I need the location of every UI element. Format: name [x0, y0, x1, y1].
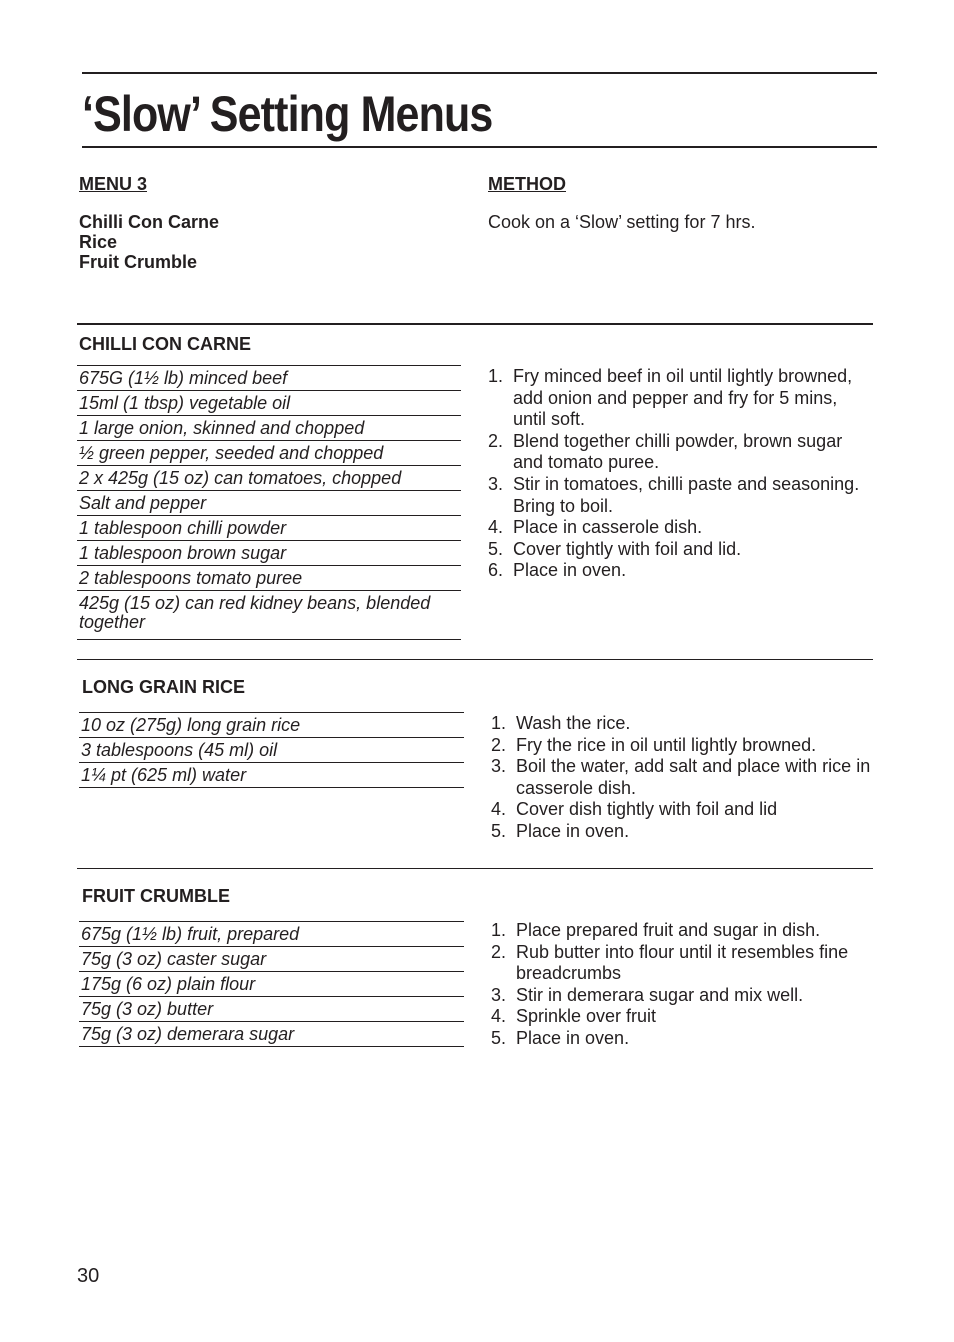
- method-text: Cook on a ‘Slow’ setting for 7 hrs.: [488, 212, 756, 232]
- ingredient-row: 75g (3 oz) butter: [79, 997, 464, 1022]
- menu-item: Rice: [79, 232, 118, 252]
- method-step: 5. Place in oven.: [491, 820, 630, 841]
- method-step: 6. Place in oven.: [488, 560, 627, 581]
- method-step: 5. Place in oven.: [491, 1027, 630, 1048]
- menu-label: MENU 3: [79, 174, 148, 194]
- method-step: 4. Cover dish tightly with foil and lid: [491, 799, 778, 820]
- ingredient-row: 2 tablespoons tomato puree: [77, 566, 461, 591]
- page-number: 30: [77, 1265, 100, 1287]
- ingredient-row: 1¼ pt (625 ml) water: [79, 763, 464, 788]
- section-heading-rice: LONG GRAIN RICE: [82, 677, 246, 697]
- method-step: 2. Fry the rice in oil until lightly browned.: [491, 734, 817, 755]
- ingredient-row: 3 tablespoons (45 ml) oil: [79, 738, 464, 763]
- method-step: 1. Wash the rice.: [491, 713, 631, 733]
- method-steps-rice: [491, 713, 873, 843]
- menu-items: [79, 212, 219, 272]
- ingredient-row: 675G (1½ lb) minced beef: [77, 366, 461, 391]
- method-step: 2. Blend together chilli powder, brown sugar and tomato puree.: [488, 430, 843, 473]
- method-step: 4. Place in casserole dish.: [488, 517, 703, 538]
- method-step: 4. Sprinkle over fruit: [491, 1006, 657, 1027]
- section-heading-chilli: CHILLI CON CARNE: [79, 334, 251, 354]
- ingredient-row: 1 large onion, skinned and chopped: [77, 416, 461, 441]
- ingredient-row: ½ green pepper, seeded and chopped: [77, 441, 461, 466]
- page-title: ‘Slow’ Setting Menus: [82, 86, 493, 142]
- ingredient-table-rice: [79, 712, 464, 788]
- title-top-rule: [82, 72, 877, 74]
- method-step: 2. Rub butter into flour until it resembles fine breadcrumbs: [491, 941, 849, 984]
- section-heading-crumble: FRUIT CRUMBLE: [82, 886, 230, 906]
- ingredient-row: 75g (3 oz) demerara sugar: [79, 1022, 464, 1047]
- method-steps-crumble: [491, 920, 873, 1050]
- menu-item: Chilli Con Carne: [79, 212, 220, 232]
- ingredient-row: Salt and pepper: [77, 491, 461, 516]
- method-steps-chilli: [488, 366, 873, 582]
- ingredient-row: 15ml (1 tbsp) vegetable oil: [77, 391, 461, 416]
- method-step: 3. Boil the water, add salt and place with rice in casserole dish.: [491, 756, 871, 798]
- section-divider: [77, 868, 873, 869]
- method-step: 3. Stir in demerara sugar and mix well.: [491, 984, 804, 1005]
- title-bottom-rule: [82, 146, 877, 148]
- ingredient-row: 2 x 425g (15 oz) can tomatoes, chopped: [77, 466, 461, 491]
- ingredient-row: 675g (1½ lb) fruit, prepared: [79, 922, 464, 947]
- ingredient-table-crumble: [79, 921, 464, 1047]
- section-divider: [77, 323, 873, 325]
- method-label: METHOD: [488, 174, 566, 194]
- ingredient-row: 425g (15 oz) can red kidney beans, blended together: [77, 591, 461, 640]
- section-divider: [77, 659, 873, 660]
- method-step: 5. Cover tightly with foil and lid.: [488, 538, 742, 559]
- menu-item: Fruit Crumble: [79, 252, 198, 272]
- method-step: 1. Place prepared fruit and sugar in dish.: [491, 920, 821, 940]
- ingredient-row: 10 oz (275g) long grain rice: [79, 713, 464, 738]
- ingredient-row: 1 tablespoon chilli powder: [77, 516, 461, 541]
- ingredient-row: 75g (3 oz) caster sugar: [79, 947, 464, 972]
- method-step: 1. Fry minced beef in oil until lightly browned, add onion and pepper and fry for 5 mins, until soft.: [488, 366, 853, 430]
- ingredient-row: 175g (6 oz) plain flour: [79, 972, 464, 997]
- ingredient-row: 1 tablespoon brown sugar: [77, 541, 461, 566]
- method-step: 3. Stir in tomatoes, chilli paste and seasoning. Bring to boil.: [488, 473, 860, 516]
- ingredient-table-chilli: [77, 365, 461, 640]
